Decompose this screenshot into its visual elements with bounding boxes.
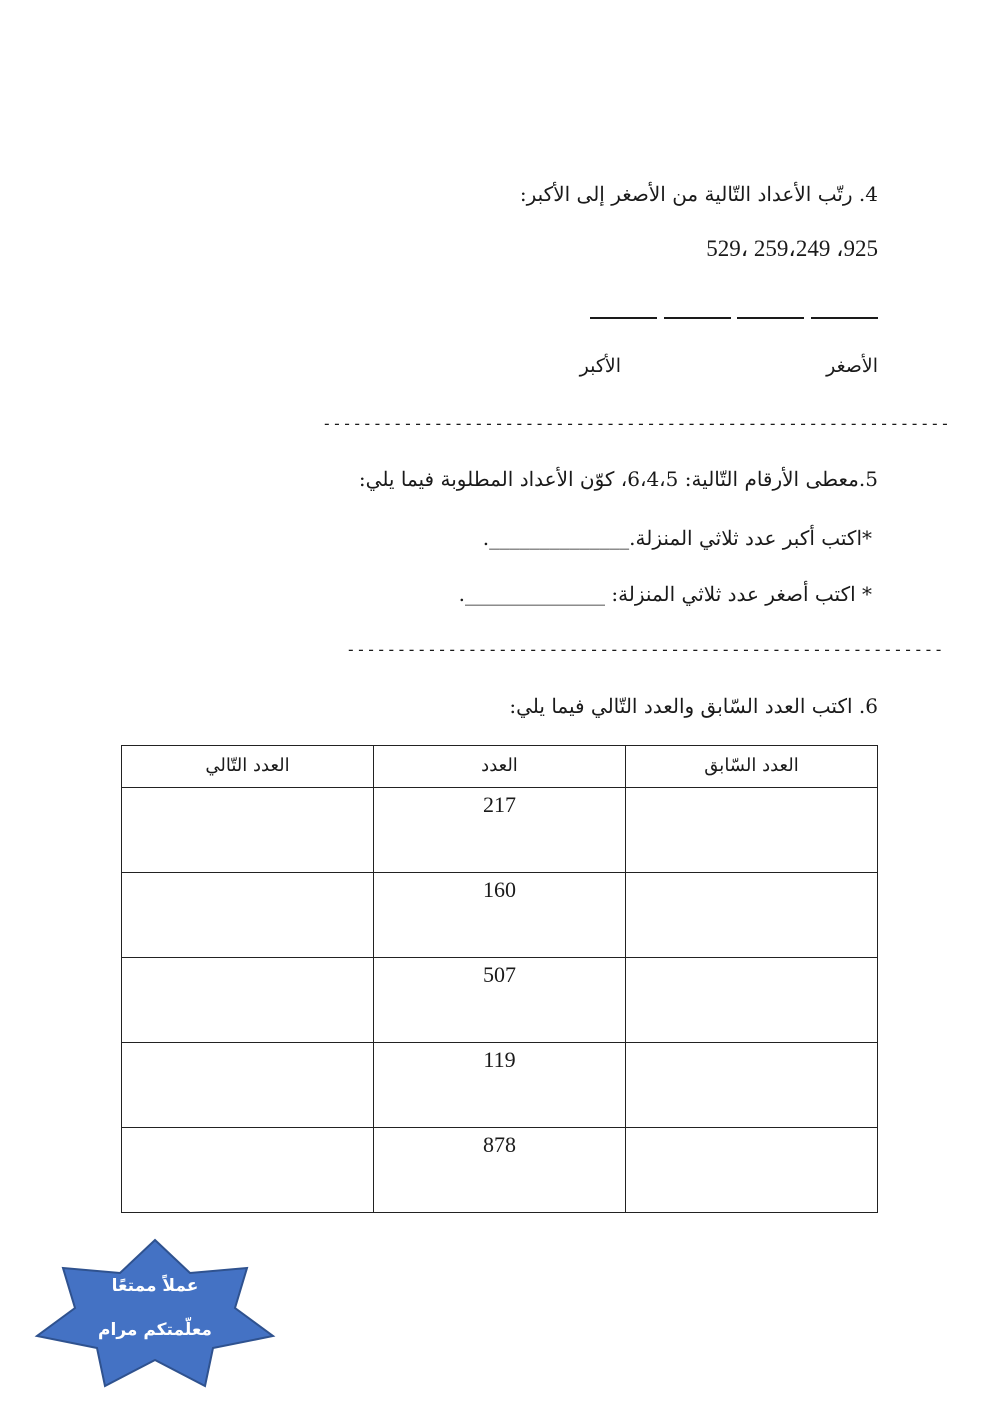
next-cell[interactable] bbox=[122, 873, 374, 958]
encouragement-star bbox=[35, 1238, 275, 1388]
star-line-2: معلّمتكم مرام bbox=[98, 1320, 212, 1340]
answer-blank-3[interactable] bbox=[664, 317, 731, 319]
table-row bbox=[122, 1043, 878, 1128]
header-number: العدد bbox=[374, 746, 626, 788]
previous-cell[interactable] bbox=[626, 958, 878, 1043]
question-5-largest: *اكتب أكبر عدد ثلاثي المنزلة.______________. bbox=[482, 526, 872, 550]
star-shape bbox=[35, 1238, 275, 1388]
section-divider-1: -------------------------------------------------------------- bbox=[322, 414, 951, 433]
header-next: العدد التّالي bbox=[122, 746, 374, 788]
answer-blank-4[interactable] bbox=[590, 317, 657, 319]
next-cell[interactable] bbox=[122, 788, 374, 873]
number-cell: 160 bbox=[374, 873, 626, 958]
label-largest: الأكبر bbox=[579, 355, 621, 377]
question-6-title: 6. اكتب العدد السّابق والعدد التّالي فيما يلي: bbox=[509, 694, 878, 718]
previous-cell[interactable] bbox=[626, 873, 878, 958]
number-cell: 507 bbox=[374, 958, 626, 1043]
previous-cell[interactable] bbox=[626, 788, 878, 873]
table-row bbox=[122, 788, 878, 873]
section-divider-2: ----------------------------------------------------------- bbox=[346, 640, 944, 659]
next-cell[interactable] bbox=[122, 1043, 374, 1128]
number-cell: 119 bbox=[374, 1043, 626, 1128]
answer-blank-1[interactable] bbox=[811, 317, 878, 319]
previous-cell[interactable] bbox=[626, 1043, 878, 1128]
question-4-title: 4. رتّب الأعداد التّالية من الأصغر إلى الأكبر: bbox=[519, 182, 878, 206]
previous-cell[interactable] bbox=[626, 1128, 878, 1213]
next-cell[interactable] bbox=[122, 958, 374, 1043]
number-cell: 217 bbox=[374, 788, 626, 873]
star-line-1: عملاً ممتعًا bbox=[111, 1276, 199, 1296]
number-cell: 878 bbox=[374, 1128, 626, 1213]
label-smallest: الأصغر bbox=[826, 355, 878, 377]
question-5-smallest: * اكتب أصغر عدد ثلاثي المنزلة: ______________. bbox=[458, 582, 872, 606]
question-5-title: 5.معطى الأرقام التّالية: 6،4،5، كوّن الأعداد المطلوبة فيما يلي: bbox=[358, 467, 878, 491]
next-cell[interactable] bbox=[122, 1128, 374, 1213]
previous-next-table bbox=[121, 745, 878, 1213]
question-4-numbers: 529، 259،249 ،925 bbox=[706, 236, 878, 261]
table-row bbox=[122, 958, 878, 1043]
answer-blank-2[interactable] bbox=[737, 317, 804, 319]
table-row bbox=[122, 873, 878, 958]
table-row bbox=[122, 1128, 878, 1213]
header-previous: العدد السّابق bbox=[626, 746, 878, 788]
